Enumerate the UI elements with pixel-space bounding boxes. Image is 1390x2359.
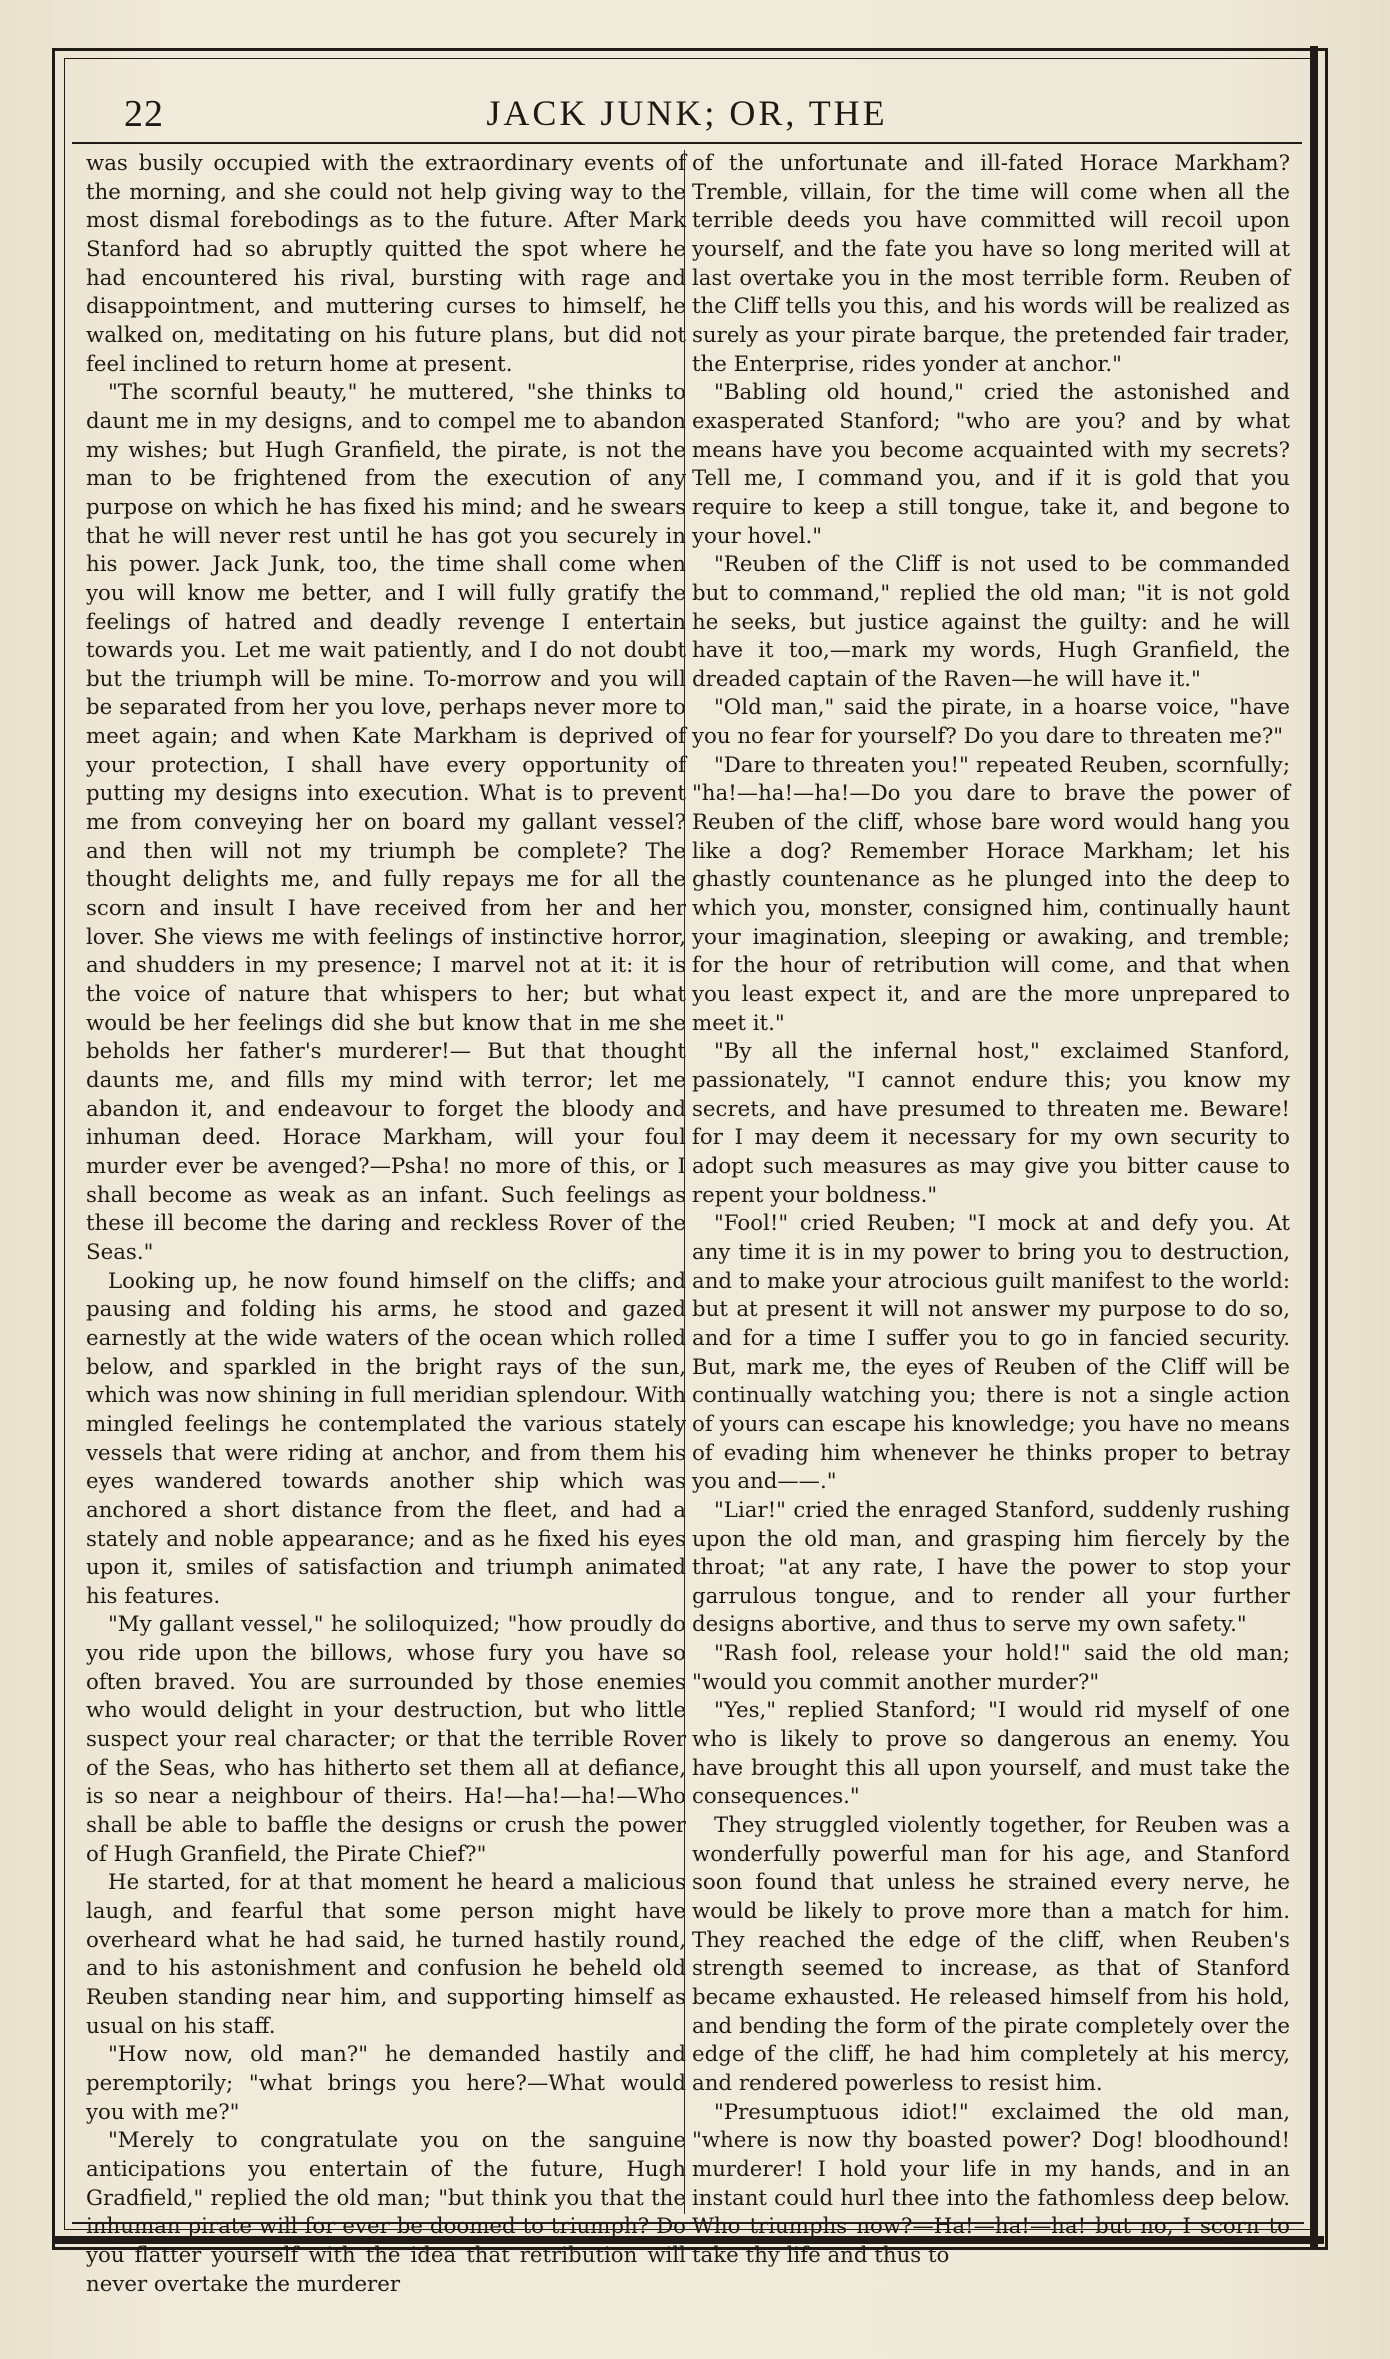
paragraph: "Fool!" cried Reuben; "I mock at and defy you. At any time it is in my power to bring you to destruction, and to make your atrocious guilt manifest to the world: but at present it will not answer my purpose to do so, and for a time I suffer you to go in fancied security. But, mark me, the eyes of Reuben of the Cliff will be continually watching you; there is not a single action of yours can escape his knowledge; you have no means of evading him whenever he thinks proper to betray you and——." (692, 1211, 1290, 1495)
paragraph: was busily occupied with the extraordinary events of the morning, and she could not help giving way to the most dismal forebodings as to the future. After Mark Stanford had so abruptly quitted the spot where he had encountered his rival, bursting with rage and disappointment, and muttering curses to himself, he walked on, meditating on his future plans, but did not feel inclined to return home at present. (86, 151, 686, 377)
page-number: 22 (124, 93, 164, 135)
paragraph: Looking up, he now found himself on the cliffs; and pausing and folding his arms, he stood and gazed earnestly at the wide waters of the ocean which rolled below, and sparkled in the bright rays of the sun, which was now shining in full meridian splendour. With mingled feelings he contemplated the various stately vessels that were riding at anchor, and from them his eyes wandered towards another ship which was anchored a short distance from the fleet, and had a stately and noble appearance; and as he fixed his eyes upon it, smiles of satisfaction and triumph animated his features. (86, 1268, 686, 1609)
paragraph: "Presumptuous idiot!" exclaimed the old man, "where is now thy boasted power? Dog! bloodhound! murderer! I hold your life in my hands, and in an instant could hurl thee into the fathomless deep below. Who triumphs now?—Ha!—ha!—ha! but no, I scorn to take thy life and thus to (692, 2099, 1290, 2268)
bottom-rule (72, 2222, 1304, 2224)
paragraph: of the unfortunate and ill-fated Horace Markham? Tremble, villain, for the time will come when all the terrible deeds you have committed will recoil upon yourself, and the fate you have so long merited will at last overtake you in the most terrible form. Reuben of the Cliff tells you this, and his words will be realized as surely as your pirate barque, the pretended fair trader, the Enterprise, rides yonder at anchor." (692, 151, 1290, 377)
paragraph: They struggled violently together, for Reuben was a wonderfully powerful man for his age, and Stanford soon found that unless he strained every nerve, he would be likely to prove more than a match for him. They reached the edge of the cliff, when Reuben's strength seemed to increase, as that of Stanford became exhausted. He released himself from his hold, and bending the form of the pirate completely over the edge of the cliff, he had him completely at his mercy, and rendered powerless to resist him. (692, 1813, 1290, 2096)
paragraph: "Babling old hound," cried the astonished and exasperated Stanford; "who are you? and by what means have you become acquainted with my secrets? Tell me, I command you, and if it is gold that you require to keep a still tongue, take it, and begone to your hovel." (692, 380, 1290, 549)
paragraph: He started, for at that moment he heard a malicious laugh, and fearful that some person might have overheard what he had said, he turned hastily round, and to his astonishment and confusion he beheld old Reuben standing near him, and supporting himself as usual on his staff. (86, 1870, 686, 2039)
header-rule (72, 142, 1302, 144)
paragraph: "My gallant vessel," he soliloquized; "how proudly do you ride upon the billows, whose fury you have so often braved. You are surrounded by those enemies who would delight in your destruction, but who little suspect your real character; or that the terrible Rover of the Seas, who has hitherto set them all at defiance, is so near a neighbour of theirs. Ha!—ha!—ha!—Who shall be able to baffle the designs or crush the power of Hugh Granfield, the Pirate Chief?" (86, 1612, 686, 1867)
paragraph: "How now, old man?" he demanded hastily and peremptorily; "what brings you here?—What would you with me?" (86, 2042, 686, 2125)
paragraph: "Dare to threaten you!" repeated Reuben, scornfully; "ha!—ha!—ha!—Do you dare to brave the power of Reuben of the cliff, whose bare word would hang you like a dog? Remember Horace Markham; let his ghastly countenance as he plunged into the deep to which you, monster, consigned him, continually haunt your imagination, sleeping or awaking, and tremble; for the hour of retribution will come, and that when you least expect it, and are the more unprepared to meet it." (692, 752, 1290, 1036)
left-column (86, 150, 686, 2297)
paragraph: "Rash fool, release your hold!" said the old man; "would you commit another murder?" (692, 1641, 1290, 1695)
paragraph: "Yes," replied Stanford; "I would rid myself of one who is likely to prove so dangerous an enemy. You have brought this all upon yourself, and must take the consequences." (692, 1698, 1290, 1810)
right-heavy-rule (1310, 46, 1318, 2250)
page-header (72, 88, 1302, 144)
running-title: JACK JUNK; OR, THE (486, 93, 888, 133)
paragraph: "By all the infernal host," exclaimed Stanford, passionately, "I cannot endure this; you know my secrets, and have presumed to threaten me. Beware! for I may deem it necessary for my own security to adopt such measures as may give you bitter cause to repent your boldness." (692, 1039, 1290, 1208)
paragraph: "Reuben of the Cliff is not used to be commanded but to command," replied the old man; "it is not gold he seeks, but justice against the guilty: and he will have it too,—mark my words, Hugh Granfield, the dreaded captain of the Raven—he will have it." (692, 552, 1290, 692)
right-column (692, 150, 1290, 2268)
paragraph: "Liar!" cried the enraged Stanford, suddenly rushing upon the old man, and grasping him fiercely by the throat; "at any rate, I have the power to stop your garrulous tongue, and to render all your further designs abortive, and thus to serve my own safety." (692, 1497, 1290, 1638)
paragraph: "Old man," said the pirate, in a hoarse voice, "have you no fear for yourself? Do you dare to threaten me?" (692, 695, 1290, 750)
paragraph: "Merely to congratulate you on the sanguine anticipations you entertain of the future, Hugh Gradfield," replied the old man; "but think you that the inhuman pirate will for ever be doomed to triumph? Do you flatter yourself with the idea that retribution will never overtake the murderer (86, 2128, 686, 2297)
paragraph: "The scornful beauty," he muttered, "she thinks to daunt me in my designs, and to compel me to abandon my wishes; but Hugh Granfield, the pirate, is not the man to be frightened from the execution of any purpose on which he has fixed his mind; and he swears that he will never rest until he has got you securely in his power. Jack Junk, too, the time shall come when you will know me better, and I will fully gratify the feelings of hatred and deadly revenge I entertain towards you. Let me wait patiently, and I do not doubt but the triumph will be mine. To-morrow and you will be separated from her you love, perhaps never more to meet again; and when Kate Markham is deprived of your protection, I shall have every opportunity of putting my designs into execution. What is to prevent me from conveying her on board my gallant vessel? and then will not my triumph be complete? The thought delights me, and fully repays me for all the scorn and insult I have received from her and her lover. She views me with feelings of instinctive horror, and shudders in my presence; I marvel not at it: it is the voice of nature that whispers to her; but what would be her feelings did she but know that in me she beholds her father's murderer!— But that thought daunts me, and fills my mind with terror; let me abandon it, and endeavour to forget the bloody and inhuman deed. Horace Markham, will your foul murder ever be avenged?—Psha! no more of this, or I shall become as weak as an infant. Such feelings as these ill become the daring and reckless Rover of the Seas." (86, 380, 686, 1265)
column-divider (684, 150, 685, 2214)
